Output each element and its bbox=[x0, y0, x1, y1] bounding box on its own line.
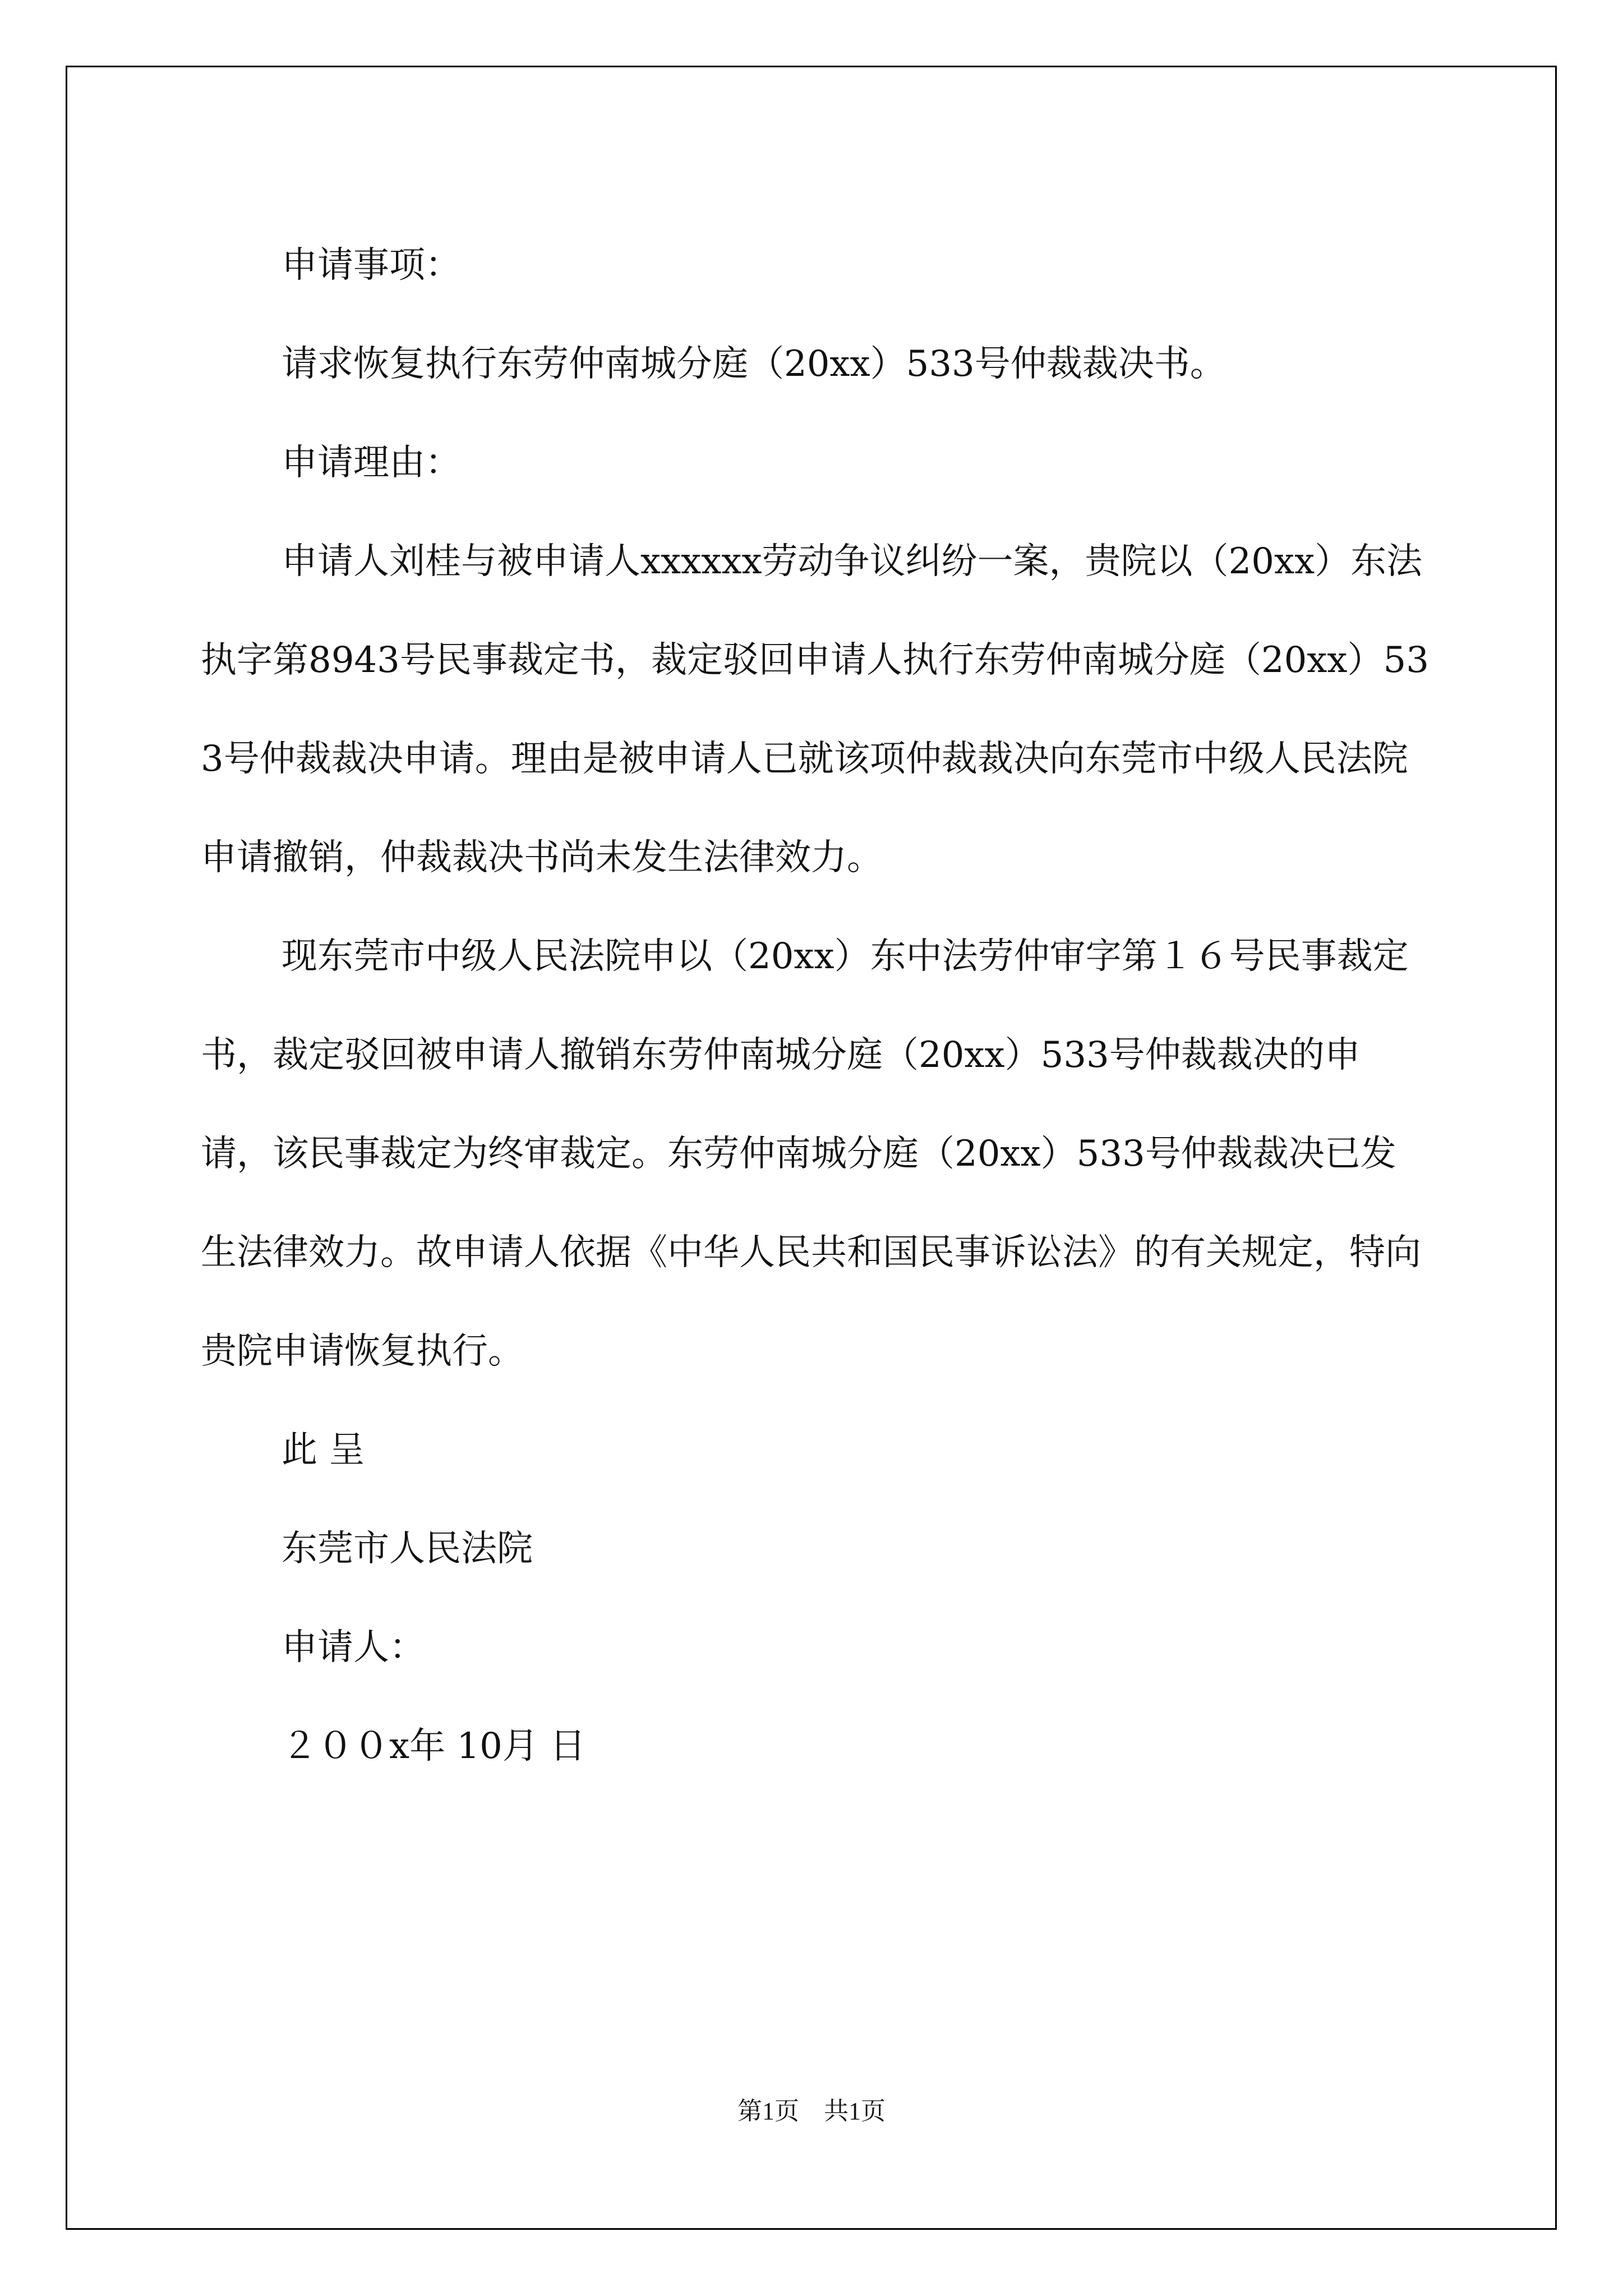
recipient-court: 东莞市人民法院 bbox=[282, 1528, 533, 1570]
heading-application-reasons: 申请理由： bbox=[282, 442, 461, 484]
heading-application-matters: 申请事项： bbox=[282, 245, 461, 286]
reason-paragraph-1: 申请人刘桂与被申请人xxxxxx劳动争议纠纷一案，贵院以（20xx）东法执字第8943号民事裁定书，裁定驳回申请人执行东劳仲南城分庭（20xx）533号仲裁裁决申请。理由是被申请人已就该项仲裁裁决向东莞市中级人民法院申请撤销，仲裁裁决书尚未发生法律效力。 bbox=[201, 541, 1429, 878]
closing-phrase: 此 呈 bbox=[282, 1429, 365, 1471]
applicant-signature-label: 申请人： bbox=[282, 1627, 425, 1668]
page-footer: 第1页 共1页 bbox=[737, 2097, 886, 2125]
reason-paragraph-2: 现东莞市中级人民法院申以（20xx）东中法劳仲审字第１６号民事裁定书，裁定驳回被申请人撤销东劳仲南城分庭（20xx）533号仲裁裁决的申请，该民事裁定为终审裁定。东劳仲南城分庭（20xx）533号仲裁裁决已发生法律效力。故申请人依据《中华人民共和国民事诉讼法》的有关规定，特向贵院申请恢复执行。 bbox=[201, 936, 1421, 1372]
document-body bbox=[201, 216, 1430, 1796]
application-matters-text: 请求恢复执行东劳仲南城分庭（20xx）533号仲裁裁决书。 bbox=[282, 343, 1226, 385]
document-date: ２００x年 10月 日 bbox=[282, 1726, 586, 1767]
